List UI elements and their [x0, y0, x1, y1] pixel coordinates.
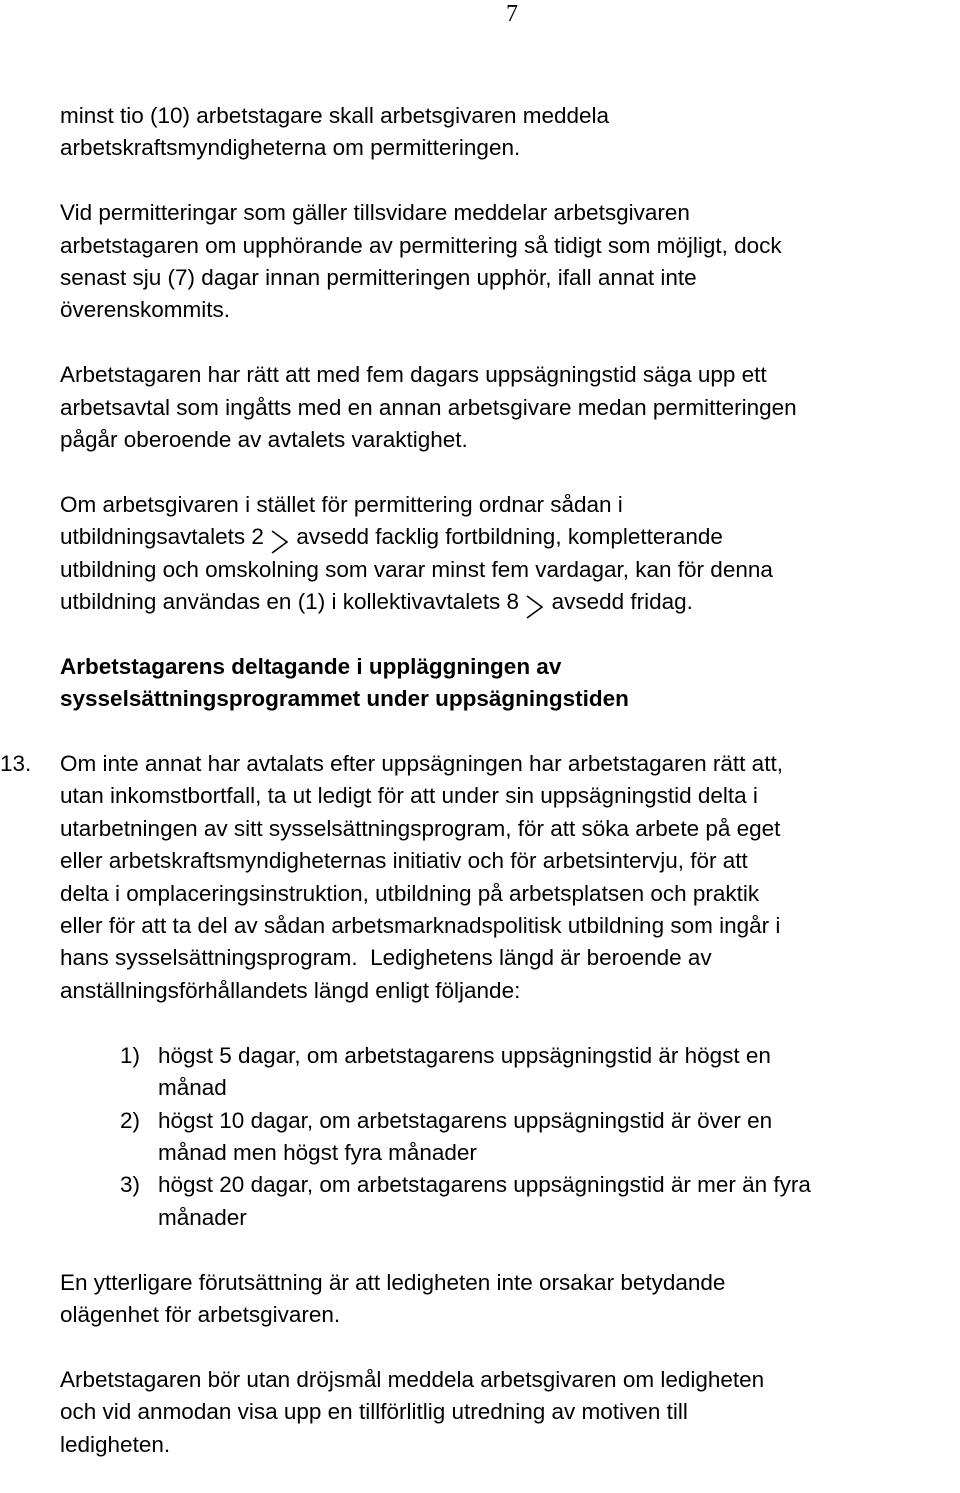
document-body: [0, 100, 960, 1493]
text-segment: avsedd fridag.: [551, 589, 693, 615]
section-sign-icon: [525, 595, 545, 615]
list-item: [120, 1169, 960, 1234]
text-line: utarbetningen av sitt sysselsättningsprogram, för att söka arbete på eget: [60, 815, 781, 841]
list-marker: 1): [120, 1042, 141, 1068]
text-line: utan inkomstbortfall, ta ut ledigt för att under sin uppsägningstid delta i: [60, 783, 758, 809]
text-line: månad men högst fyra månader: [158, 1139, 477, 1165]
heading-line: Arbetstagarens deltagande i uppläggningen av: [60, 653, 562, 679]
text-line: månader: [158, 1204, 247, 1230]
text-line: högst 10 dagar, om arbetstagarens uppsägningstid är över en: [158, 1107, 773, 1133]
leave-length-list: [60, 1040, 960, 1234]
text-line: månad: [158, 1075, 227, 1101]
text-segment: utbildningsavtalets 2: [60, 524, 264, 550]
list-item: [120, 1040, 960, 1105]
text-line: eller arbetskraftsmyndigheternas initiativ och för arbetsintervju, för att: [60, 848, 748, 874]
list-item: [120, 1105, 960, 1170]
paragraph-notification: [60, 100, 960, 165]
text-line: arbetskraftsmyndigheterna om permitteringen.: [60, 135, 521, 161]
text-segment: avsedd facklig fortbildning, kompletterande: [296, 524, 723, 550]
text-line: [60, 521, 960, 553]
text-segment: utbildning användas en (1) i kollektivavtalets 8: [60, 589, 520, 615]
text-line: utbildning och omskolning som varar minst fem vardagar, kan för denna: [60, 556, 773, 582]
text-line: arbetstagaren om upphörande av permittering så tidigt som möjligt, dock: [60, 232, 782, 258]
text-line: olägenhet för arbetsgivaren.: [60, 1301, 341, 1327]
text-line: Om arbetsgivaren i stället för permittering ordnar sådan i: [60, 491, 623, 517]
text-line: delta i omplaceringsinstruktion, utbildning på arbetsplatsen och praktik: [60, 880, 760, 906]
text-line: Om inte annat har avtalats efter uppsägningen har arbetstagaren rätt att,: [60, 751, 783, 777]
text-line: pågår oberoende av avtalets varaktighet.: [60, 427, 468, 453]
list-marker: 2): [120, 1107, 141, 1133]
text-line: högst 20 dagar, om arbetstagarens uppsägningstid är mer än fyra: [158, 1172, 811, 1198]
text-line: överenskommits.: [60, 297, 231, 323]
section-heading: [60, 651, 960, 716]
list-marker: 3): [120, 1172, 141, 1198]
text-line: En ytterligare förutsättning är att ledigheten inte orsakar betydande: [60, 1269, 726, 1295]
section-number: 13.: [0, 751, 32, 777]
section-sign-icon: [270, 530, 290, 550]
heading-line: sysselsättningsprogrammet under uppsägningstiden: [60, 686, 629, 712]
paragraph-report-leave: [60, 1364, 960, 1461]
text-line: eller för att ta del av sådan arbetsmarknadspolitisk utbildning som ingår i: [60, 913, 781, 939]
section-13: [0, 748, 960, 1007]
text-line: [60, 586, 960, 618]
text-line: och vid anmodan visa upp en tillförlitlig utredning av motiven till: [60, 1399, 688, 1425]
text-line: hans sysselsättningsprogram. Ledighetens längd är beroende av: [60, 945, 712, 971]
paragraph-training: [60, 489, 960, 619]
paragraph-notice-period: [60, 359, 960, 456]
text-line: senast sju (7) dagar innan permitteringen upphör, ifall annat inte: [60, 265, 697, 291]
text-line: anställningsförhållandets längd enligt följande:: [60, 977, 521, 1003]
text-line: minst tio (10) arbetstagare skall arbetsgivaren meddela: [60, 103, 610, 128]
text-line: Vid permitteringar som gäller tillsvidare meddelar arbetsgivaren: [60, 200, 690, 226]
text-line: Arbetstagaren bör utan dröjsmål meddela arbetsgivaren om ledigheten: [60, 1366, 765, 1392]
text-line: högst 5 dagar, om arbetstagarens uppsägningstid är högst en: [158, 1042, 771, 1068]
text-line: ledigheten.: [60, 1431, 171, 1457]
page-number: 7: [506, 1, 518, 27]
paragraph-permanent-layoff: [60, 197, 960, 327]
paragraph-condition: [60, 1267, 960, 1332]
text-line: Arbetstagaren har rätt att med fem dagars uppsägningstid säga upp ett: [60, 362, 767, 388]
text-line: arbetsavtal som ingåtts med en annan arbetsgivare medan permitteringen: [60, 394, 797, 420]
